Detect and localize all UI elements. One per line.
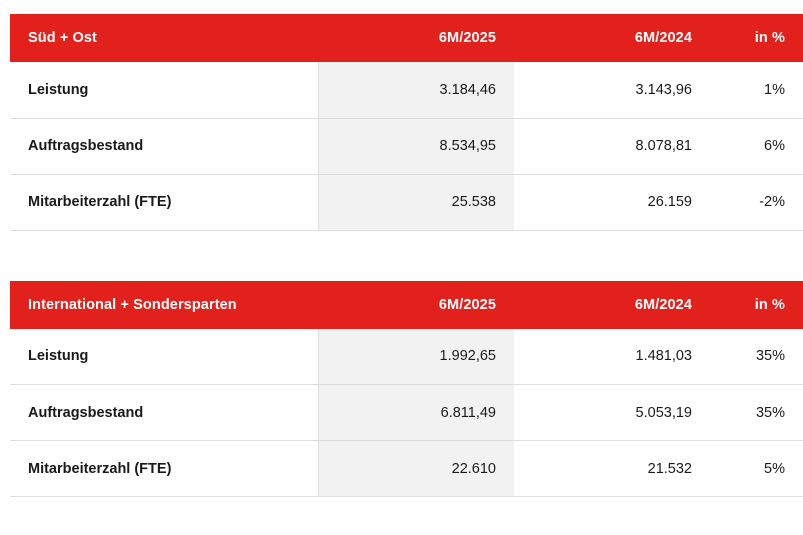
row-value-current: 1.992,65 bbox=[318, 329, 514, 385]
row-value-previous: 5.053,19 bbox=[514, 385, 710, 441]
row-value-current: 25.538 bbox=[318, 174, 514, 230]
row-value-current: 6.811,49 bbox=[318, 385, 514, 441]
row-value-previous: 3.143,96 bbox=[514, 62, 710, 118]
header-segment-label: Süd + Ost bbox=[10, 14, 318, 62]
table-row bbox=[10, 174, 803, 230]
table-body bbox=[10, 329, 803, 497]
header-row bbox=[10, 14, 803, 62]
header-row bbox=[10, 281, 803, 329]
table-body bbox=[10, 62, 803, 230]
header-percent-change: in % bbox=[710, 14, 803, 62]
table-spacer bbox=[10, 231, 731, 281]
row-value-percent: -2% bbox=[710, 174, 803, 230]
header-period-previous: 6M/2024 bbox=[514, 14, 710, 62]
row-value-previous: 8.078,81 bbox=[514, 118, 710, 174]
kpi-table-sued-ost bbox=[10, 14, 803, 231]
kpi-table-international-sondersparten bbox=[10, 281, 803, 498]
row-value-previous: 21.532 bbox=[514, 441, 710, 497]
table-row bbox=[10, 385, 803, 441]
row-value-previous: 26.159 bbox=[514, 174, 710, 230]
row-value-previous: 1.481,03 bbox=[514, 329, 710, 385]
header-period-previous: 6M/2024 bbox=[514, 281, 710, 329]
row-value-current: 8.534,95 bbox=[318, 118, 514, 174]
row-value-current: 22.610 bbox=[318, 441, 514, 497]
table-row bbox=[10, 441, 803, 497]
row-value-percent: 35% bbox=[710, 385, 803, 441]
row-label: Mitarbeiterzahl (FTE) bbox=[10, 174, 318, 230]
header-period-current: 6M/2025 bbox=[318, 14, 514, 62]
row-label: Auftragsbestand bbox=[10, 385, 318, 441]
row-label: Mitarbeiterzahl (FTE) bbox=[10, 441, 318, 497]
table-header bbox=[10, 14, 803, 62]
table-row bbox=[10, 118, 803, 174]
row-label: Leistung bbox=[10, 329, 318, 385]
header-period-current: 6M/2025 bbox=[318, 281, 514, 329]
table-header bbox=[10, 281, 803, 329]
header-segment-label: International + Sondersparten bbox=[10, 281, 318, 329]
row-value-current: 3.184,46 bbox=[318, 62, 514, 118]
table-row bbox=[10, 329, 803, 385]
row-label: Auftragsbestand bbox=[10, 118, 318, 174]
row-value-percent: 1% bbox=[710, 62, 803, 118]
row-value-percent: 5% bbox=[710, 441, 803, 497]
row-value-percent: 35% bbox=[710, 329, 803, 385]
row-label: Leistung bbox=[10, 62, 318, 118]
table-row bbox=[10, 62, 803, 118]
row-value-percent: 6% bbox=[710, 118, 803, 174]
header-percent-change: in % bbox=[710, 281, 803, 329]
